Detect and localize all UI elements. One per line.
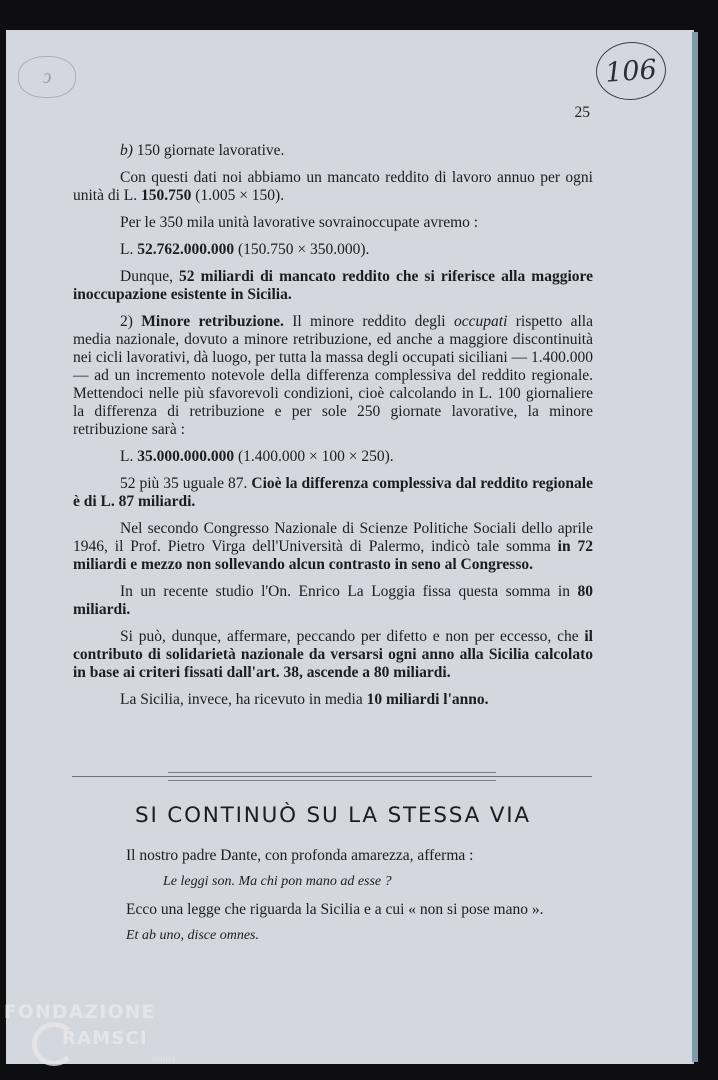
legge-sicilia: Ecco una legge che riguarda la Sicilia e a cui « non si pose mano ». — [126, 901, 544, 918]
paragraph-b: b) 150 giornate lavorative. — [120, 142, 285, 159]
fondazione-gramsci-watermark — [4, 1002, 194, 1072]
watermark-line-3: onlus — [152, 1054, 176, 1063]
handwritten-page-annotation: 106 — [594, 40, 668, 103]
paragraph-mancato-reddito: Con questi dati noi abbiamo un mancato reddito di lavoro annuo per ogni unità di L. 150.750 (1.005 × 150). — [73, 169, 593, 204]
section-divider-top — [72, 776, 592, 777]
section-divider-ornament-2 — [168, 780, 496, 781]
paragraph-la-loggia: In un recente studio l'On. Enrico La Loggia fissa questa somma in 80 miliardi. — [73, 583, 593, 618]
bleed-through-annotation: ↄ — [18, 56, 76, 98]
section-body — [73, 847, 593, 945]
paragraph-unita-sovrainoccupate: Per le 350 mila unità lavorative sovrainoccupate avremo : — [120, 214, 479, 231]
page-number: 25 — [574, 104, 590, 121]
watermark-line-1: FONDAZIONE — [4, 1002, 156, 1023]
watermark-line-2: RAMSCI — [62, 1028, 148, 1049]
paragraph-10-miliardi: La Sicilia, invece, ha ricevuto in media 10 miliardi l'anno. — [120, 691, 489, 708]
paragraph-somma-87: 52 più 35 uguale 87. Cioè la differenza complessiva dal reddito regionale è di L. 87 miliardi. — [73, 475, 593, 510]
section-divider-ornament — [168, 772, 496, 773]
paragraph-minore-retribuzione: 2) Minore retribuzione. Il minore reddito degli occupati rispetto alla media nazionale, dovuto a minore retribuzione, ed anche a maggiore discontinuità nei cicli lavorativi, dà luogo, per tutta la massa degli occupati siciliani — 1.400.000 — ad un incremento notevole della differenza complessiva del reddito regionale. Mettendoci nelle più sfavorevoli condizioni, cioè calcolando in L. 100 giornaliere la differenza di retribuzione e per sole 250 giornate lavorative, la minore retribuzione sarà : — [73, 313, 593, 438]
paragraph-congresso: Nel secondo Congresso Nazionale di Scienze Politiche Sociali dello aprile 1946, il Prof. Pietro Virga dell'Università di Palermo, indicò tale somma in 72 miliardi e mezzo non sollevando alcun contrasto in seno al Congresso. — [73, 520, 593, 573]
page-edge — [692, 32, 698, 1062]
dante-intro: Il nostro padre Dante, con profonda amarezza, afferma : — [126, 847, 474, 864]
paragraph-dunque-52: Dunque, 52 miliardi di mancato reddito che si riferisce alla maggiore inoccupazione esistente in Sicilia. — [73, 268, 594, 303]
section-heading: SI CONTINUÒ SU LA STESSA VIA — [135, 803, 531, 828]
latin-motto: Et ab uno, disce omnes. — [126, 928, 259, 943]
body-text — [73, 142, 593, 718]
paragraph-formula-1: L. 52.762.000.000 (150.750 × 350.000). — [120, 241, 370, 258]
dante-quote: Le leggi son. Ma chi pon mano ad esse ? — [163, 874, 392, 889]
paragraph-contributo: Si può, dunque, affermare, peccando per difetto e non per eccesso, che il contributo di solidarietà nazionale da versarsi ogni anno alla Sicilia calcolato in base ai criteri fissati dall'art. 38, ascende a 80 miliardi. — [73, 628, 593, 681]
paragraph-formula-2: L. 35.000.000.000 (1.400.000 × 100 × 250). — [120, 448, 394, 465]
